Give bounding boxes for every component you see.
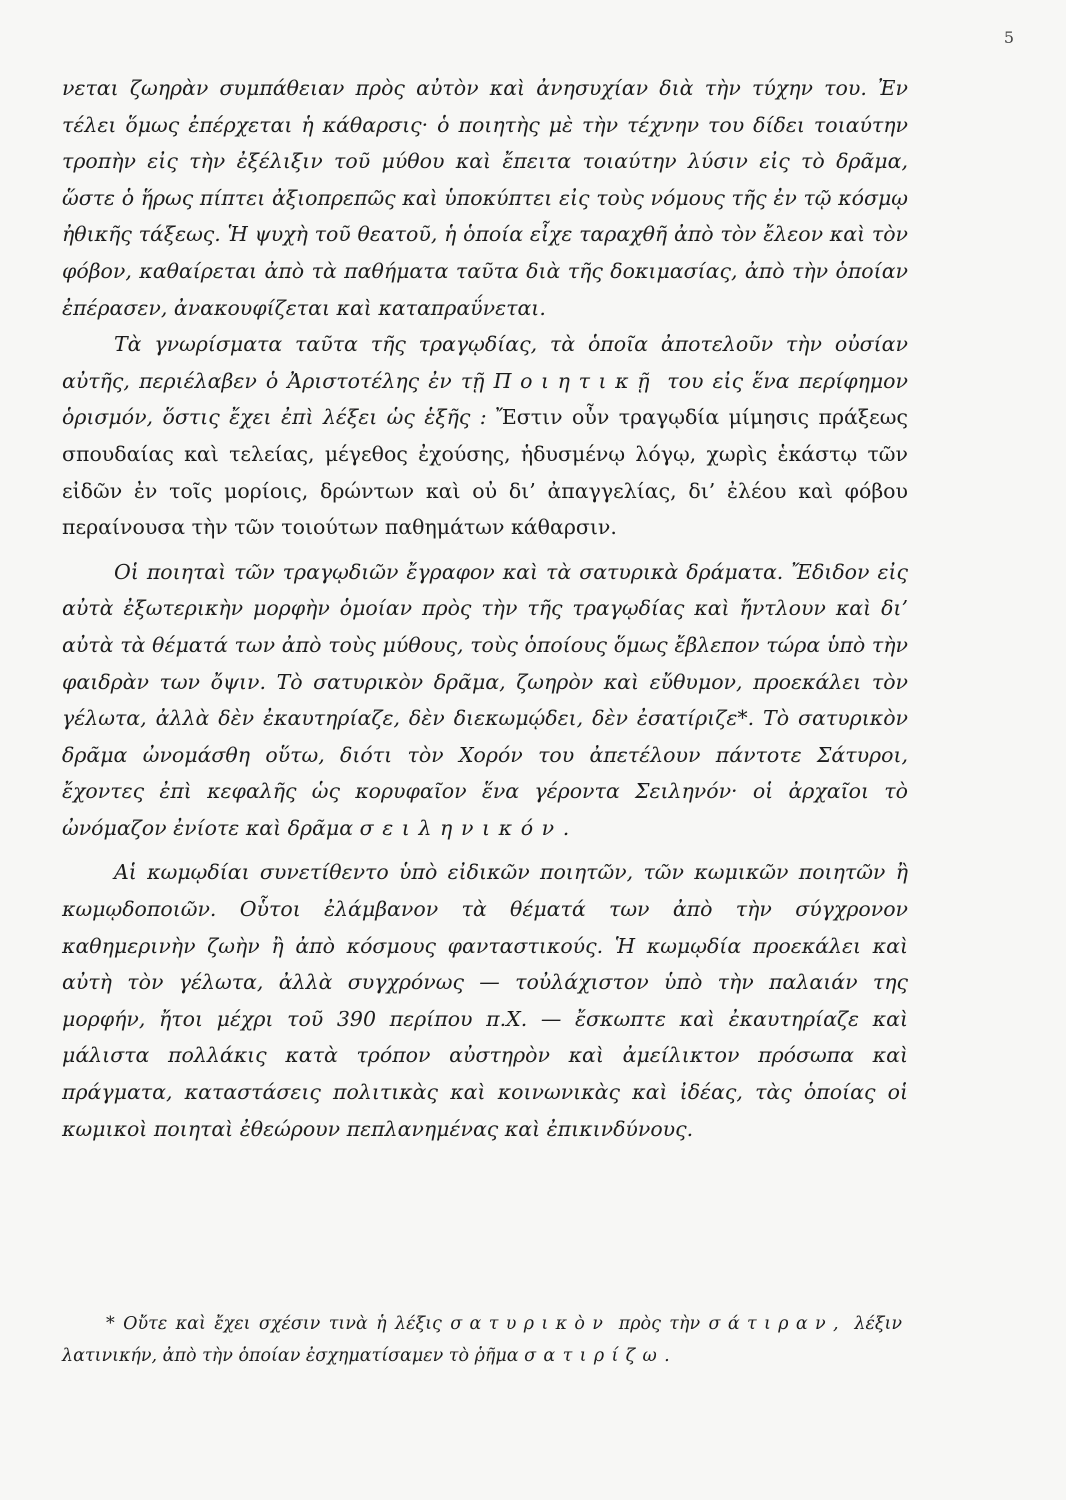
footnote-spaced-satiran: σάτιραν, bbox=[708, 1314, 846, 1334]
footnote-spaced-satyrikon: σατυρικὸν bbox=[450, 1314, 611, 1334]
page-number: 5 bbox=[1003, 28, 1014, 47]
footnote-part-a: * Οὔτε καὶ ἔχει σχέσιν τινὰ ἡ λέξις bbox=[106, 1314, 451, 1334]
footnote bbox=[62, 1308, 902, 1372]
paragraph-3-text: Οἱ ποιηταὶ τῶν τραγῳδιῶν ἔγραφον καὶ τὰ σατυρικὰ δράματα. Ἔδιδον εἰς αὐτὰ ἐξωτερικὴν μορφὴν ὁμοίαν πρὸς τὴν τῆς τραγῳδίας καὶ ἤντλουν καὶ δι’ αὐτὰ τὰ θέματά των ἀπὸ τοὺς μύθους, τοὺς ὁποίους ὅμως ἔβλεπον τώρα ὑπὸ τὴν φαιδρὰν των ὄψιν. Τὸ σατυρικὸν δρᾶμα, ζωηρὸν καὶ εὔθυμον, προεκάλει τὸν γέλωτα, ἀλλὰ δὲν ἐκαυτηρίαζε, δὲν διεκωμῴδει, δὲν ἐσατίριζε*. Τὸ σατυρικὸν δρᾶμα ὠνομάσθη οὕτω, διότι τὸν Χορόν του ἀπετέλουν πάντοτε Σάτυροι, ἔχοντες ἐπὶ κεφαλῆς ὡς κορυφαῖον ἕνα γέροντα Σειληνόν· οἱ ἀρχαῖοι τὸ ὠνόμαζον ἐνίοτε καὶ δρᾶμα bbox=[62, 559, 908, 840]
paragraph-1: νεται ζωηρὰν συμπάθειαν πρὸς αὐτὸν καὶ ἀνησυχίαν διὰ τὴν τύχην του. Ἐν τέλει ὅμως ἐπέρχεται ἡ κάθαρσις· ὁ ποιητὴς μὲ τὴν τέχνην του δίδει τοιαύτην τροπὴν εἰς τὴν ἐξέλιξιν τοῦ μύθου καὶ ἔπειτα τοιαύτην λύσιν εἰς τὸ δρᾶμα, ὥστε ὁ ἥρως πίπτει ἀξιοπρεπῶς καὶ ὑποκύπτει εἰς τοὺς νόμους τῆς ἐν τῷ κόσμῳ ἠθικῆς τάξεως. Ἡ ψυχὴ τοῦ θεατοῦ, ἡ ὁποία εἶχε ταραχθῆ ἀπὸ τὸν ἔλεον καὶ τὸν φόβον, καθαίρεται ἀπὸ τὰ παθήματα ταῦτα διὰ τῆς δοκιμασίας, ἀπὸ τὴν ὁποίαν ἐπέρασεν, ἀνακουφίζεται καὶ καταπραΰνεται. bbox=[62, 76, 908, 320]
footnote-text bbox=[62, 1308, 902, 1372]
spaced-word-seilenikon: σειληνικόν. bbox=[359, 815, 578, 840]
aristotle-quote: Ἔστιν οὖν τραγῳδία μίμησις πράξεως σπουδαίας καὶ τελείας, μέγεθος ἐχούσης, ἡδυσμένῳ λόγῳ, χωρὶς ἑκάστῳ τῶν εἰδῶν ἐν τοῖς μορίοις, δρώντων καὶ οὐ δι’ ἀπαγγελίας, δι’ ἐλέου καὶ φόβου περαίνουσα τὴν τῶν τοιούτων παθημάτων κάθαρσιν. bbox=[62, 405, 908, 540]
main-text bbox=[62, 70, 908, 1147]
paragraph-2-intro: Τὰ γνωρίσματα ταῦτα τῆς τραγῳδίας, τὰ ὁποῖα ἀποτελοῦν τὴν οὐσίαν αὐτῆς, περιέλαβεν ὁ Ἀριστοτέλης ἐν τῇ bbox=[62, 332, 908, 393]
footnote-spaced-satirizo: σατιρίζω. bbox=[524, 1346, 678, 1366]
paragraph-2-lead: του εἰς ἕνα περίφημον ὁρισμόν, ὅστις ἔχει ἐπὶ λέξει ὡς ἑξῆς : bbox=[62, 368, 908, 430]
footnote-part-e: λέξιν λατινικήν, ἀπὸ τὴν ὁποίαν ἐσχηματίσαμεν τὸ ῥῆμα bbox=[62, 1314, 902, 1366]
paragraph-4: Αἱ κωμῳδίαι συνετίθεντο ὑπὸ εἰδικῶν ποιητῶν, τῶν κωμικῶν ποιητῶν ἢ κωμῳδοποιῶν. Οὗτοι ἐλάμβανον τὰ θέματά των ἀπὸ τὴν σύγχρονον καθημερινὴν ζωὴν ἢ ἀπὸ κόσμους φανταστικούς. Ἡ κωμῳδία προεκάλει καὶ αὐτὴ τὸν γέλωτα, ἀλλὰ συγχρόνως — τοὐλάχιστον ὑπὸ τὴν παλαιάν της μορφήν, ἤτοι μέχρι τοῦ 390 περίπου π.Χ. — ἔσκωπτε καὶ ἐκαυτηρίαζε καὶ μάλιστα πολλάκις κατὰ τρόπον αὐστηρὸν καὶ ἀμείλικτον πρόσωπα καὶ πράγματα, καταστάσεις πολιτικὰς καὶ κοινωνικὰς καὶ ἰδέας, τὰς ὁποίας οἱ κωμικοὶ ποιηταὶ ἐθεώρουν πεπλανημένας καὶ ἐπικινδύνους. bbox=[62, 860, 908, 1141]
footnote-part-c: πρὸς τὴν bbox=[610, 1314, 709, 1334]
paragraph-3 bbox=[62, 554, 908, 847]
work-title-poetics: Ποιητικῇ bbox=[493, 368, 659, 393]
paragraph-2 bbox=[62, 326, 908, 546]
